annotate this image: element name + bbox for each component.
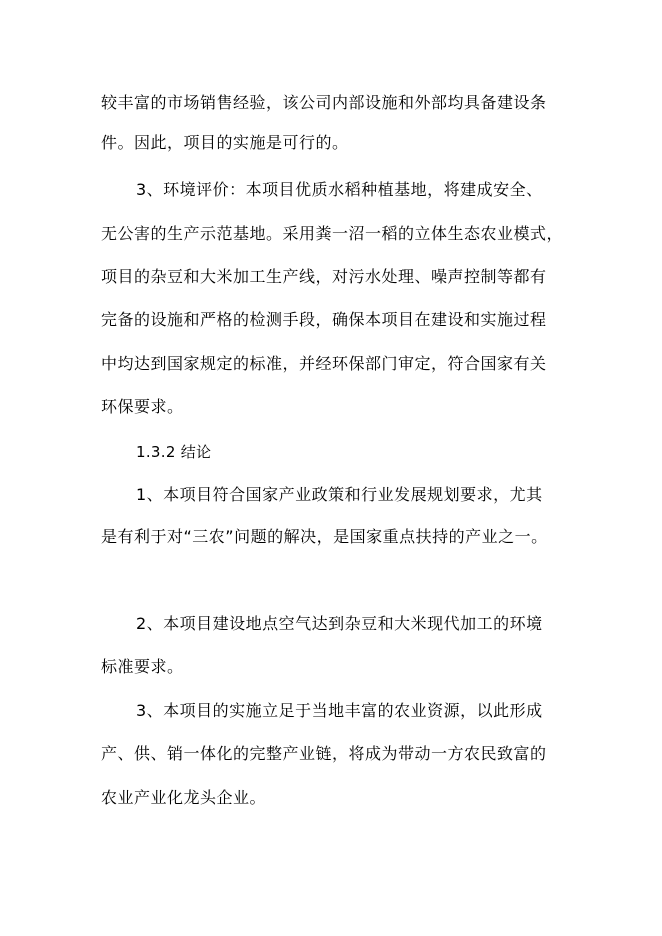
paragraph-line: 3、环境评价：本项目优质水稻种植基地，将建成安全、 — [136, 180, 543, 199]
paragraph-line: 2、本项目建设地点空气达到杂豆和大米现代加工的环境 — [136, 614, 543, 633]
paragraph-line: 3、本项目的实施立足于当地丰富的农业资源，以此形成 — [136, 701, 543, 720]
paragraph-line: 无公害的生产示范基地。采用粪一沼一稻的立体生态农业模式， — [101, 224, 564, 243]
section-heading: 1.3.2 结论 — [136, 443, 212, 461]
paragraph-line: 标准要求。 — [101, 657, 184, 676]
paragraph-line: 1、本项目符合国家产业政策和行业发展规划要求，尤其 — [136, 485, 543, 504]
paragraph-line: 是有利于对“三农”问题的解决，是国家重点扶持的产业之一。 — [101, 527, 548, 546]
paragraph-line: 件。因此，项目的实施是可行的。 — [101, 133, 349, 152]
paragraph-line: 较丰富的市场销售经验，该公司内部设施和外部均具备建设条 — [101, 93, 547, 112]
paragraph-line: 完备的设施和严格的检测手段，确保本项目在建设和实施过程 — [101, 310, 547, 329]
paragraph-line: 产、供、销一体化的完整产业链，将成为带动一方农民致富的 — [101, 744, 547, 763]
paragraph-line: 项目的杂豆和大米加工生产线，对污水处理、噪声控制等都有 — [101, 267, 547, 286]
paragraph-line: 中均达到国家规定的标准，并经环保部门审定，符合国家有关 — [101, 354, 547, 373]
paragraph-line: 农业产业化龙头企业。 — [101, 788, 267, 807]
paragraph-line: 环保要求。 — [101, 397, 184, 416]
